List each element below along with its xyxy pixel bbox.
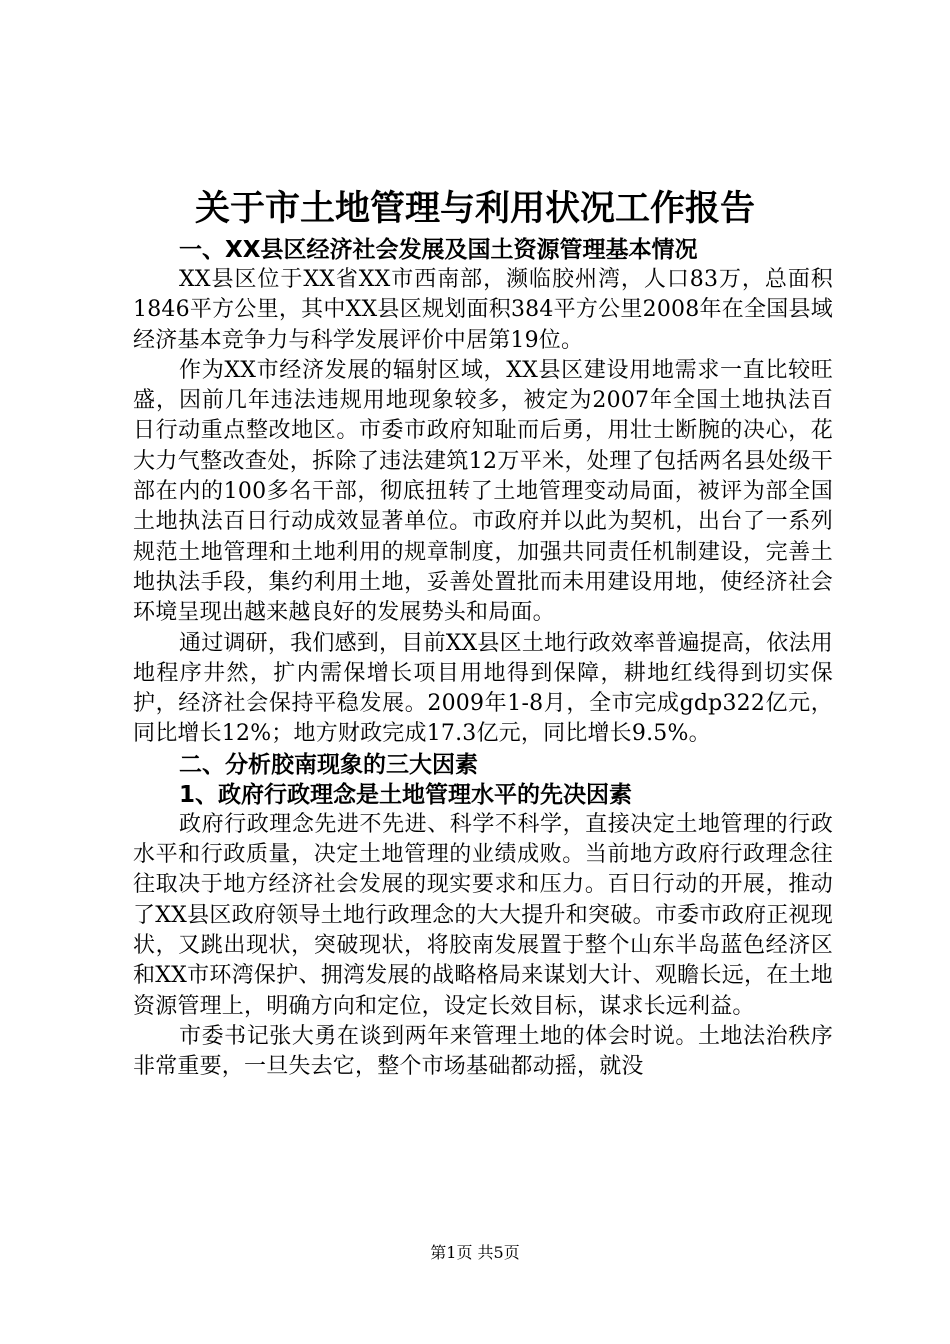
paragraph-1: XX县区位于XX省XX市西南部，濒临胶州湾，人口83万，总面积1846平方公里，其中XX县区规划面积384平方公里2008年在全国县域经济基本竞争力与科学发展评价中居第19位。 (133, 267, 833, 353)
paragraph-3: 通过调研，我们感到，目前XX县区土地行政效率普遍提高，依法用地程序井然，扩内需保增长项目用地得到保障，耕地红线得到切实保护，经济社会保持平稳发展。2009年1-8月，全市完成gdp322亿元，同比增长12%；地方财政完成17.3亿元，同比增长9.5%。 (133, 630, 833, 747)
document-title: 关于市土地管理与利用状况工作报告 (194, 189, 755, 229)
subsection-heading-1: 1、政府行政理念是土地管理水平的先决因素 (179, 781, 633, 808)
paragraph-5: 市委书记张大勇在谈到两年来管理土地的体会时说。土地法治秩序非常重要，一旦失去它，整个市场基础都动摇，就没 (133, 1023, 833, 1080)
section-heading-2: 二、分析胶南现象的三大因素 (179, 751, 478, 778)
page-footer: 第1页 共5页 (430, 1243, 520, 1262)
paragraph-4: 政府行政理念先进不先进、科学不科学，直接决定土地管理的行政水平和行政质量，决定土地管理的业绩成败。当前地方政府行政理念往往取决于地方经济社会发展的现实要求和压力。百日行动的开展，推动了XX县区政府领导土地行政理念的大大提升和突破。市委市政府正视现状，又跳出现状，突破现状，将胶南发展置于整个山东半岛蓝色经济区和XX市环湾保护、拥湾发展的战略格局来谋划大计、观瞻长远，在土地资源管理上，明确方向和定位，设定长效目标，谋求长远利益。 (133, 811, 833, 1019)
section-heading-1: 一、XX县区经济社会发展及国土资源管理基本情况 (179, 237, 698, 263)
paragraph-2: 作为XX市经济发展的辐射区域，XX县区建设用地需求一直比较旺盛，因前几年违法违规用地现象较多，被定为2007年全国土地执法百日行动重点整改地区。市委市政府知耻而后勇，用壮士断腕的决心，花大力气整改查处，拆除了违法建筑12万平米，处理了包括两名县处级干部在内的100多名干部，彻底扭转了土地管理变动局面，被评为部全国土地执法百日行动成效显著单位。市政府并以此为契机，出台了一系列规范土地管理和土地利用的规章制度，加强共同责任机制建设，完善土地执法手段，集约利用土地，妥善处置批而未用建设用地，使经济社会环境呈现出越来越良好的发展势头和局面。 (133, 357, 833, 626)
document-body (133, 235, 833, 1082)
